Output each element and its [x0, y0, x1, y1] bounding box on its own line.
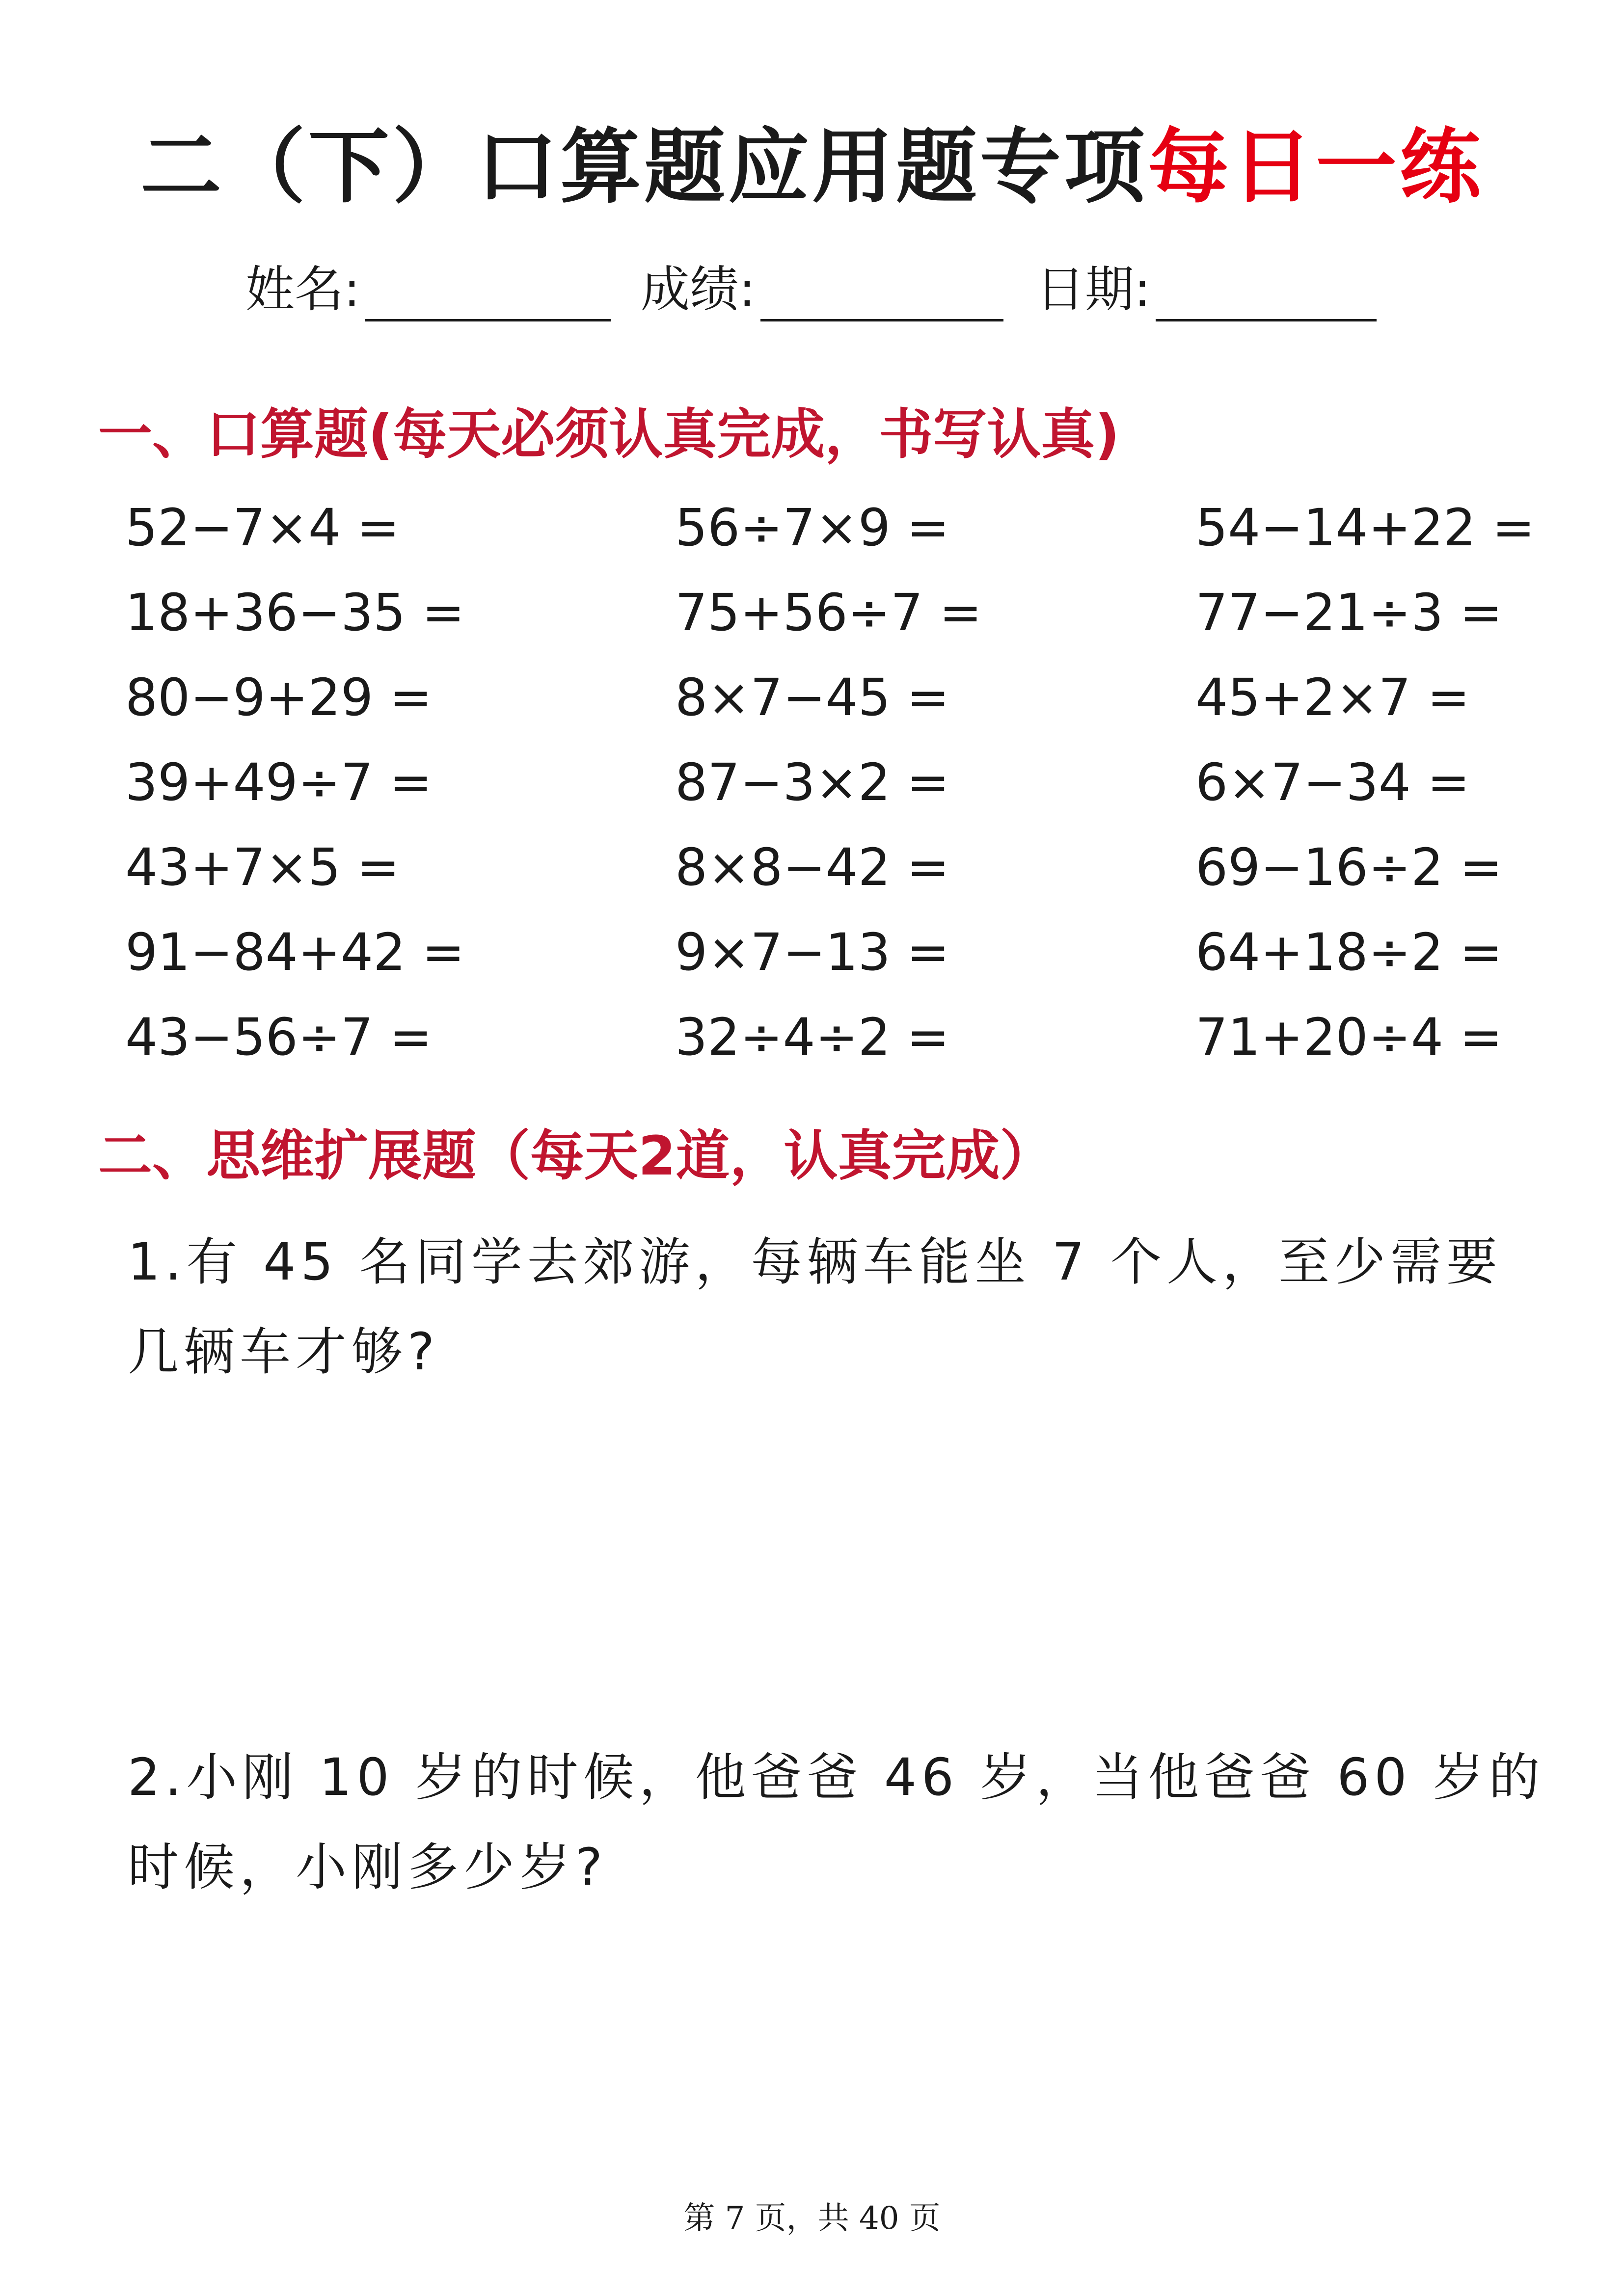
math-problem: 39+49÷7 =: [125, 752, 433, 812]
word-problem-2: 2.小刚 10 岁的时候，他爸爸 46 岁，当他爸爸 60 岁的时候，小刚多少岁?: [128, 1747, 1545, 1897]
math-problem: 6×7−34 =: [1195, 752, 1470, 812]
score-label: 成绩:: [641, 261, 756, 318]
math-problem: 87−3×2 =: [675, 752, 950, 812]
math-problem: 32÷4÷2 =: [675, 1007, 950, 1067]
math-problem: 64+18÷2 =: [1195, 922, 1503, 982]
math-problem: 71+20÷4 =: [1195, 1007, 1503, 1067]
section2-title: 二、思维扩展题（每天2道，认真完成）: [98, 1124, 1054, 1187]
title-main: 二（下）口算题应用题专项: [140, 120, 1148, 214]
math-problem: 43+7×5 =: [125, 837, 400, 897]
name-label: 姓名:: [245, 261, 360, 318]
name-field: [245, 258, 611, 321]
date-label: 日期:: [1036, 261, 1151, 318]
score-blank: [760, 272, 1003, 321]
page-footer: 第 7 页，共 40 页: [683, 2200, 941, 2237]
title-highlight: 每日一练: [1148, 120, 1484, 214]
date-blank: [1156, 272, 1377, 321]
math-problem: 54−14+22 =: [1195, 498, 1535, 558]
word-problem-1: 1.有 45 名同学去郊游，每辆车能坐 7 个人，至少需要几辆车才够?: [128, 1232, 1502, 1382]
score-field: [641, 258, 1003, 321]
section1-title: 一、口算题(每天必须认真完成，书写认真): [98, 403, 1120, 466]
math-problem: 91−84+42 =: [125, 922, 465, 982]
date-field: [1036, 258, 1377, 321]
math-problem: 75+56÷7 =: [675, 583, 982, 642]
math-problem: 8×7−45 =: [675, 667, 950, 727]
math-problem: 77−21÷3 =: [1195, 583, 1503, 642]
math-problem: 56÷7×9 =: [675, 498, 950, 558]
page-title: [0, 113, 1624, 221]
math-problem: 69−16÷2 =: [1195, 837, 1503, 897]
student-info-row: [245, 258, 1424, 321]
math-problem: 9×7−13 =: [675, 922, 950, 982]
math-problem: 45+2×7 =: [1195, 667, 1470, 727]
math-problem: 18+36−35 =: [125, 583, 465, 642]
math-problem: 80−9+29 =: [125, 667, 433, 727]
math-problem: 8×8−42 =: [675, 837, 950, 897]
math-problem: 43−56÷7 =: [125, 1007, 433, 1067]
name-blank: [365, 272, 611, 321]
math-problem: 52−7×4 =: [125, 498, 400, 558]
